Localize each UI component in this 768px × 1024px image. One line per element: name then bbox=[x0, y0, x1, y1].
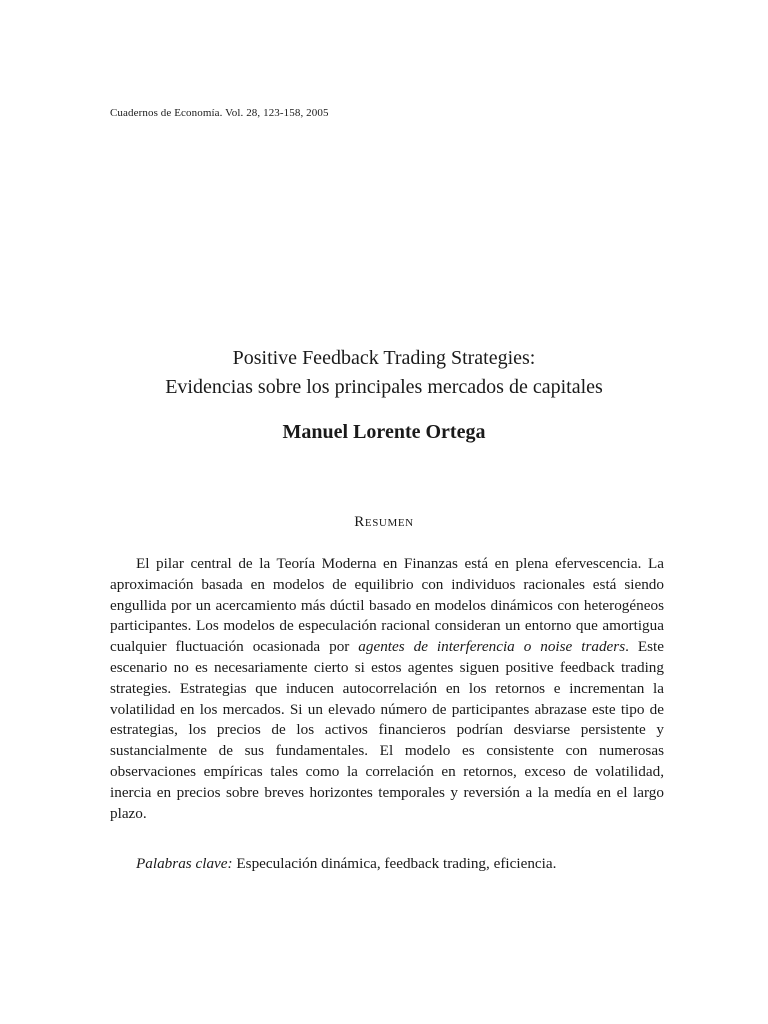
title-line-1: Positive Feedback Trading Strategies: bbox=[232, 347, 536, 369]
abstract-body bbox=[110, 554, 664, 824]
abstract-italic-term: agentes de interferencia o noise traders bbox=[358, 638, 626, 656]
abstract-heading: Resumen bbox=[354, 514, 414, 530]
keywords-value: Especulación dinámica, feedback trading, eficiencia. bbox=[236, 855, 557, 872]
abstract-text-start: El pilar central de la Teoría Moderna en Finanzas está en plena efervescencia. La aproximación basada en modelos de equilibrio con individuos racionales está siendo engullida por un acercamiento más dúctil basado en modelos dinámicos con heterogéneos participantes. Los modelos de especulación racional consideran un entorno que amortigua cualquier fluctuación ocasionada por bbox=[110, 555, 664, 656]
paper-title bbox=[0, 344, 768, 402]
author-name: Manuel Lorente Ortega bbox=[282, 421, 486, 443]
title-line-2: Evidencias sobre los principales mercados de capitales bbox=[165, 376, 603, 398]
journal-reference: Cuadernos de Economía. Vol. 28, 123-158, 2005 bbox=[110, 107, 329, 119]
keywords bbox=[136, 855, 556, 873]
keywords-label: Palabras clave: bbox=[136, 855, 233, 872]
abstract-text-end: . Este escenario no es necesariamente cierto si estos agentes siguen positive feedback trading strategies. Estrategias que inducen autocorrelación en los retornos e incrementan la volatilidad en los mercados. Si un elevado número de participantes abrazase este tipo de estrategias, los precios de los activos financieros podrían desviarse persistente y sustancialmente de sus fundamentales. El modelo es consistente con numerosas observaciones empíricas tales como la correlación en retornos, exceso de volatilidad, inercia en precios sobre breves horizontes temporales y reversión a la medía en el largo plazo. bbox=[110, 638, 664, 822]
